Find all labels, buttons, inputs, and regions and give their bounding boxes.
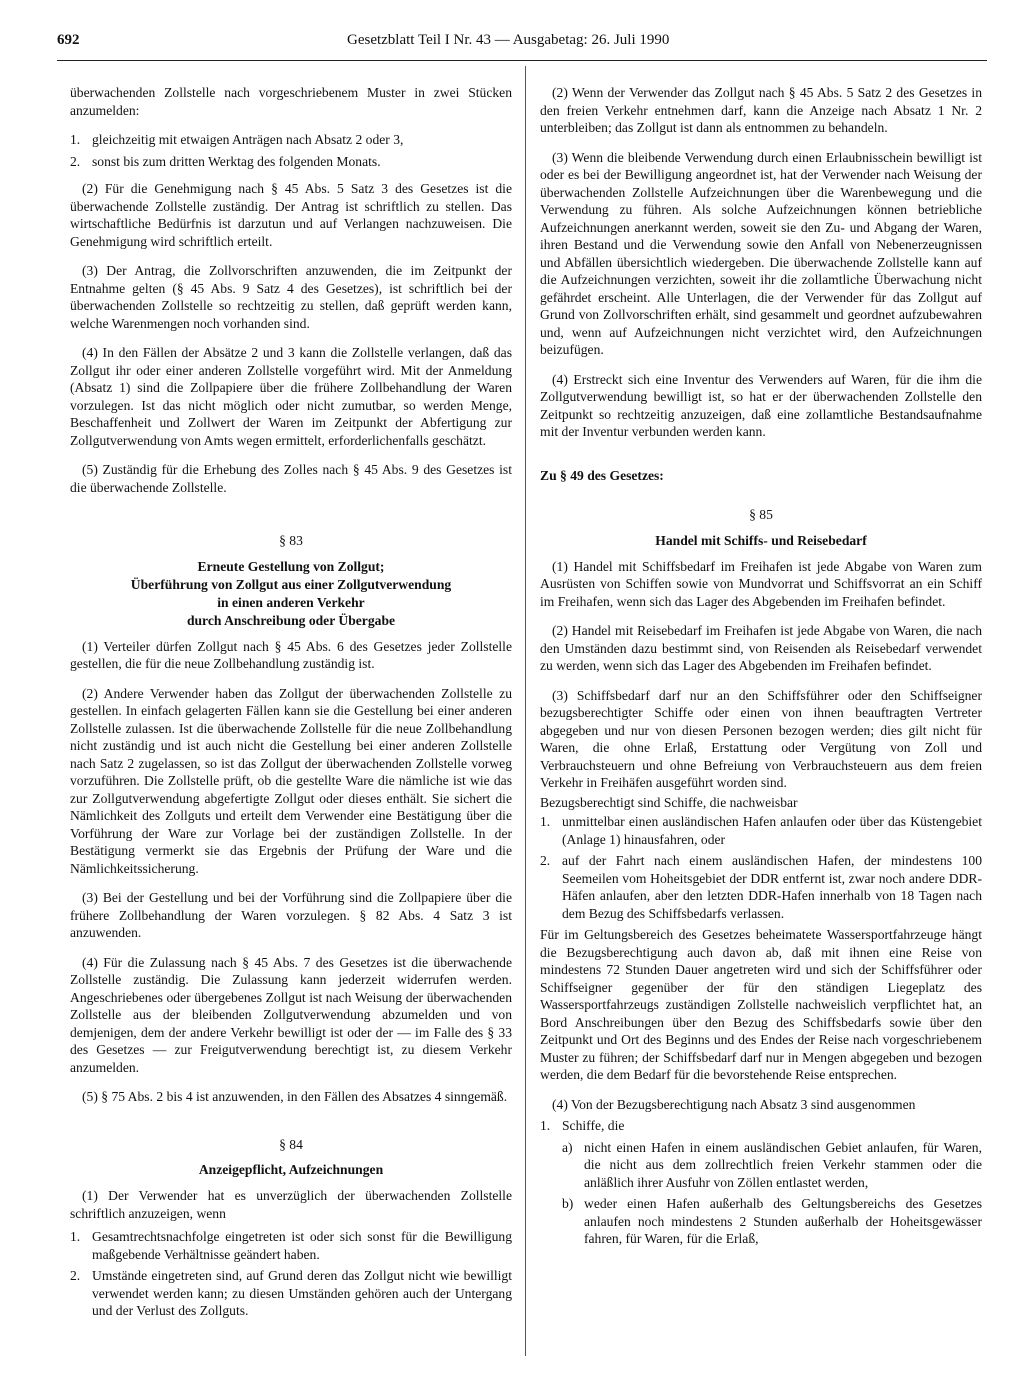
section-title bbox=[70, 558, 512, 630]
item-text: unmittelbar einen ausländischen Hafen anlaufen oder über das Küstengebiet (Anlage 1) hinausfahren, oder bbox=[562, 814, 982, 847]
paragraph: (1) Handel mit Schiffsbedarf im Freihafen ist jede Abgabe von Waren zum Ausrüsten von Schiffen sowie von Mundvorrat und Schiffsvorrat an ein Schiff im Freihafen, wenn sich das Lager des Abgebenden im Freihafen befindet. bbox=[540, 558, 982, 609]
paragraph: (5) § 75 Abs. 2 bis 4 ist anzuwenden, in den Fällen des Absatzes 4 sinngemäß. bbox=[82, 1089, 508, 1104]
item-number: 1. bbox=[70, 132, 81, 147]
paragraph: (3) Wenn die bleibende Verwendung durch einen Erlaubnisschein bewilligt ist oder es bei der Bewilligung angeordnet ist, hat der Verwender nach Weisung der überwachenden Zollstelle Aufzeichnungen über die Warenbewegung und die Verwendung zu führen. Als solche Aufzeichnungen können betriebliche Aufzeichnungen anerkannt werden, soweit sie den Zu- und Abgang der Waren, ihren Bestand und die Verwendung sowie den Anfall von Nebenerzeugnissen und Abfällen übersichtlich wiedergeben. Die überwachende Zollstelle kann auf die Aufzeichnungen verzichten, soweit ihr die zollamtliche Überwachung nicht gefährdet erscheint. Alle Unterlagen, die der Verwender für das Zollgut auf Grund von Zollvorschriften erhält, sind gesammelt und geordnet aufzubewahren und, wenn auf Aufzeichnungen nicht verzichtet wird, den Aufzeichnungen beizufügen. bbox=[540, 149, 982, 357]
running-title: Gesetzblatt Teil I Nr. 43 — Ausgabetag: 26. Juli 1990 bbox=[347, 32, 670, 48]
paragraph: (2) Wenn der Verwender das Zollgut nach § 45 Abs. 5 Satz 2 des Gesetzes in den freien Verkehr entnehmen darf, kann die Anzeige nach Absatz 1 Nr. 2 unterbleiben; das Zollgut ist dann als entnommen zu behandeln. bbox=[540, 85, 982, 135]
item-letter: b) bbox=[562, 1196, 574, 1211]
item-text: Umstände eingetreten sind, auf Grund deren das Zollgut nicht wie bewilligt verwendet werden kann; zu diesen Umständen gehören auch der Untergang und der Verlust des Zollguts. bbox=[92, 1268, 512, 1318]
numbered-list bbox=[70, 131, 512, 170]
section-number: § 84 bbox=[279, 1136, 303, 1152]
paragraph: Bezugsberechtigt sind Schiffe, die nachweisbar bbox=[540, 794, 798, 810]
section-title-line: Erneute Gestellung von Zollgut; bbox=[197, 558, 385, 574]
paragraph: (1) Verteiler dürfen Zollgut nach § 45 Abs. 6 des Gesetzes jeder Zollstelle gestellen, die für die neue Zollbehandlung zuständig ist. bbox=[70, 638, 512, 671]
section-title: Handel mit Schiffs- und Reisebedarf bbox=[655, 532, 867, 548]
page-number: 692 bbox=[57, 32, 80, 48]
paragraph: (1) Der Verwender hat es unverzüglich der überwachenden Zollstelle schriftlich anzuzeigen, wenn bbox=[70, 1188, 512, 1221]
paragraph: (3) Der Antrag, die Zollvorschriften anzuwenden, die im Zeitpunkt der Entnahme gelten (§ 45 Abs. 9 Satz 4 des Gesetzes), ist schriftlich bei der überwachenden Zollstelle so rechtzeitig zu stellen, daß geprüft werden kann, welche Warenmengen noch vorhanden sind. bbox=[70, 263, 512, 331]
law-reference-heading: Zu § 49 des Gesetzes: bbox=[540, 467, 664, 483]
section-number: § 85 bbox=[749, 507, 773, 522]
section-title-line: durch Anschreibung oder Übergabe bbox=[186, 612, 396, 628]
paragraph: (5) Zuständig für die Erhebung des Zolles nach § 45 Abs. 9 des Gesetzes ist die überwachende Zollstelle. bbox=[70, 462, 512, 495]
paragraph: (4) In den Fällen der Absätze 2 und 3 kann die Zollstelle verlangen, daß das Zollgut ihr oder einer anderen Zollstelle vorgeführt wird. Mit der Anmeldung (Absatz 1) sind die Zollpapiere über die frühere Zollbehandlung der Waren vorzulegen. Ist das nicht möglich oder nicht zumutbar, so werden Menge, Beschaffenheit und Zollwert der Waren im Zeitpunkt der Abfertigung zur Zollgutverwendung von Amts wegen ermittelt, erforderlichenfalls geschätzt. bbox=[70, 345, 512, 448]
item-number: 2. bbox=[540, 853, 551, 868]
item-text: nicht einen Hafen in einem ausländischen Gebiet anlaufen, für Waren, die nicht aus dem zollrechtlich freien Verkehr stammen oder die anläßlich ihrer Ausfuhr von Zöllen entlastet werden, bbox=[584, 1139, 982, 1190]
section-title-line: Überführung von Zollgut aus einer Zollgutverwendung bbox=[130, 576, 452, 592]
list-item bbox=[540, 813, 982, 848]
item-text: Gesamtrechtsnachfolge eingetreten ist oder sich sonst für die Bewilligung maßgebende Verhältnisse geändert haben. bbox=[92, 1229, 512, 1262]
item-text: Schiffe, die bbox=[562, 1118, 625, 1133]
paragraph: (2) Andere Verwender haben das Zollgut der überwachenden Zollstelle zu gestellen. In einfach gelagerten Fällen kann sie die Gestellung bei einer anderen Zollstelle zulassen. Ist die überwachende Zollstelle für die neue Zollbehandlung nicht zuständig und ist auch nicht die Gestellung bei einer anderen Zollstelle nach Satz 2 zugelassen, so ist das Zollgut der überwachenden Zollstelle vorweg vorzuführen. Die Zollstelle prüft, ob die gestellte Ware die nämliche ist wie das zur Zollgutverwendung abgefertigte Zollgut oder dieses enthält. Sie sichert die Nämlichkeit des Zollguts und erteilt dem Verwender eine Bestätigung über die Vorführung der Ware zur Vorlage bei der zuständigen Zollstelle. In der Bestätigung vermerkt sie das Ergebnis der Prüfung der Ware und die Nämlichkeitssicherung. bbox=[70, 685, 512, 876]
list-item bbox=[70, 1267, 512, 1320]
paragraph: (4) Für die Zulassung nach § 45 Abs. 7 des Gesetzes ist die überwachende Zollstelle zuständig. Die Zulassung kann jederzeit widerrufen werden. Angeschriebenes oder übergebenes Zollgut ist nach Weisung der überwachenden Zollstelle aus der bleibenden Zollgutverwendung abzumelden und von demjenigen, dem der andere Verkehr bewilligt ist oder der — im Falle des § 33 des Gesetzes — zur Freigutverwendung berechtigt ist, zu diesem Verkehr anzumelden. bbox=[70, 954, 512, 1075]
paragraph: (3) Bei der Gestellung und bei der Vorführung sind die Zollpapiere über die frühere Zollbehandlung der Waren vorzulegen. § 82 Abs. 4 Satz 3 ist anzuwenden. bbox=[70, 890, 512, 940]
numbered-list bbox=[540, 813, 982, 922]
paragraph: (3) Schiffsbedarf darf nur an den Schiffsführer oder den Schiffseigner bezugsberechtigter Schiffe oder einen von ihnen beauftragten Vertreter abgegeben und nur von diesen Personen bezogen werden; dies gilt nicht für Waren, die ohne Erlaß, Erstattung oder Vergütung von Zoll und Verbrauchsteuern und ohne Befreiung von Verbrauchsteuern aus dem freien Verkehr in Freihäfen ausgeführt worden sind. bbox=[540, 687, 982, 790]
right-column bbox=[540, 84, 982, 1254]
left-column bbox=[70, 84, 512, 1330]
page-header bbox=[57, 32, 987, 62]
item-number: 1. bbox=[540, 814, 551, 829]
paragraph: Für im Geltungsbereich des Gesetzes beheimatete Wassersportfahrzeuge hängt die Bezugsberechtigung auch davon ab, daß mit ihnen eine Reise von mindestens 72 Stunden Dauer angetreten wird und sich der Schiffsführer oder Schiffseigner gegenüber der für den ständigen Liegeplatz des Wassersportfahrzeugs zuständigen Zollstelle nachweislich verpflichtet hat, an Bord Anschreibungen über den Bezug des Schiffsbedarfs sowie über den Zeitpunkt und Ort des Beginns und des Endes der Reise nach vorgeschriebenem Muster zu führen; der Schiffsbedarf darf nur in Mengen abgegeben und bezogen werden, die dem Bedarf für die bevorstehende Reise entsprechen. bbox=[540, 927, 982, 1082]
list-item bbox=[540, 1117, 982, 1135]
paragraph: (2) Handel mit Reisebedarf im Freihafen ist jede Abgabe von Waren, die nach den Umständen dazu bestimmt sind, von Reisenden als Reisebedarf verwendet zu werden, wenn sich das Lager des Abgebenden im Freihafen befindet. bbox=[540, 623, 982, 673]
numbered-list bbox=[540, 1117, 982, 1135]
header-rule bbox=[57, 60, 987, 61]
list-item bbox=[70, 131, 512, 149]
section-title-line: in einen anderen Verkehr bbox=[217, 594, 365, 610]
item-text: weder einen Hafen außerhalb des Geltungsbereichs des Gesetzes anlaufen noch mindestens 2 Stunden außerhalb der Hoheitsgewässer fahren, für Waren, für die Erlaß, bbox=[584, 1196, 982, 1246]
item-text: auf der Fahrt nach einem ausländischen Hafen, der mindestens 100 Seemeilen vom Hoheitsgebiet der DDR entfernt ist, zwar noch andere DDR-Häfen anlaufen, aber den letzten DDR-Hafen innerhalb von 18 Tagen nach dem Bezug des Schiffsbedarfs verlassen. bbox=[562, 853, 982, 921]
list-item bbox=[540, 852, 982, 922]
item-letter: a) bbox=[562, 1139, 573, 1155]
column-divider bbox=[525, 66, 526, 1356]
paragraph: überwachenden Zollstelle nach vorgeschriebenem Muster in zwei Stücken anzumelden: bbox=[70, 85, 512, 118]
item-number: 2. bbox=[70, 153, 81, 169]
list-item bbox=[70, 153, 512, 171]
list-item bbox=[562, 1195, 982, 1248]
numbered-list bbox=[70, 1228, 512, 1320]
item-number: 1. bbox=[70, 1229, 81, 1244]
paragraph: (4) Von der Bezugsberechtigung nach Absatz 3 sind ausgenommen bbox=[552, 1096, 916, 1112]
paragraph: (4) Erstreckt sich eine Inventur des Verwenders auf Waren, für die ihm die Zollgutverwendung bewilligt ist, so hat er der überwachenden Zollstelle den Zeitpunkt so rechtzeitig anzuzeigen, daß eine zollamtliche Bestandsaufnahme mit der Inventur verbunden werden kann. bbox=[540, 371, 982, 439]
section-title: Anzeigepflicht, Aufzeichnungen bbox=[198, 1162, 384, 1177]
list-item bbox=[70, 1228, 512, 1263]
item-number: 1. bbox=[540, 1118, 551, 1133]
list-item bbox=[562, 1139, 982, 1192]
section-number: § 83 bbox=[279, 533, 303, 548]
paragraph: (2) Für die Genehmigung nach § 45 Abs. 5 Satz 3 des Gesetzes ist die überwachende Zollstelle zuständig. Der Antrag ist schriftlich zu stellen. Das wirtschaftliche Bedürfnis ist darzutun und auf Verlangen nachzuweisen. Die Genehmigung wird schriftlich erteilt. bbox=[70, 181, 512, 249]
item-number: 2. bbox=[70, 1268, 81, 1283]
item-text: sonst bis zum dritten Werktag des folgenden Monats. bbox=[92, 153, 381, 169]
lettered-list bbox=[562, 1139, 982, 1248]
item-text: gleichzeitig mit etwaigen Anträgen nach Absatz 2 oder 3, bbox=[92, 132, 404, 147]
